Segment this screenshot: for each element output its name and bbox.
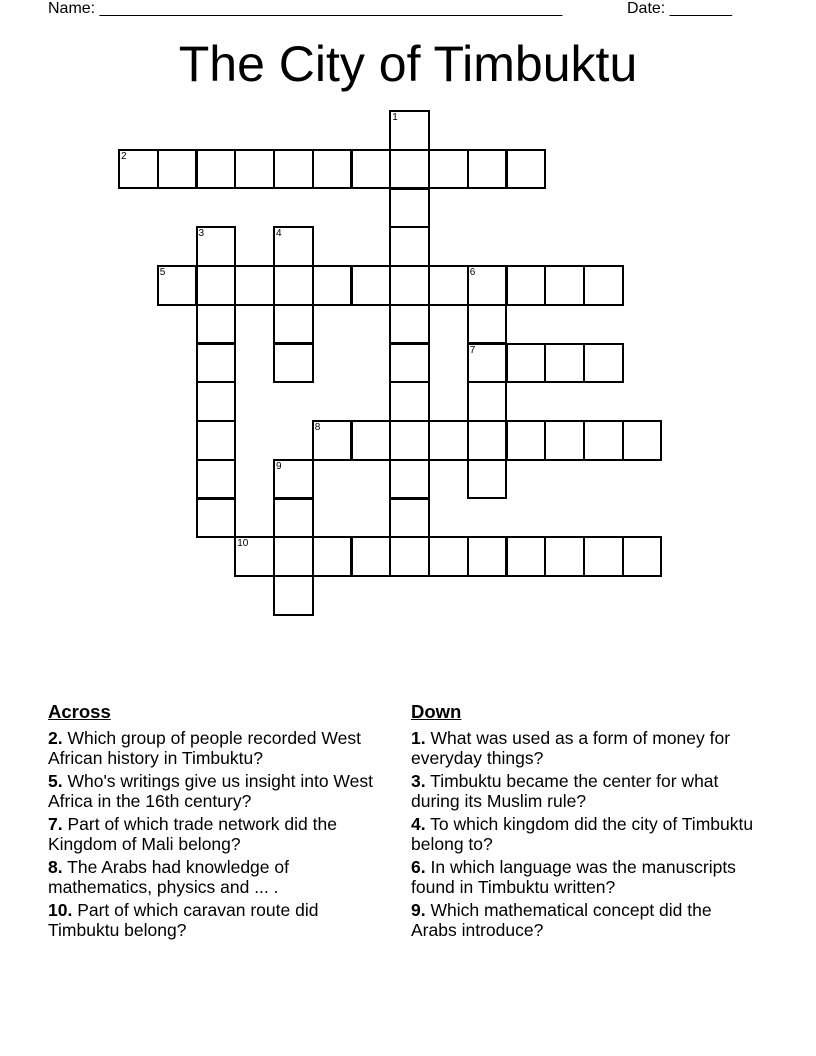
clue-down [411,814,756,854]
clue-text: The Arabs had knowledge of mathematics, physics and ... . [48,857,289,897]
grid-cell[interactable] [428,536,469,577]
grid-cell[interactable] [506,343,547,384]
grid-cell[interactable] [234,149,275,190]
grid-cell[interactable] [389,188,430,229]
grid-cell[interactable] [583,343,624,384]
grid-cell[interactable] [506,536,547,577]
grid-cell[interactable] [273,459,314,500]
down-clues [411,702,756,943]
clue-text: Timbuktu became the center for what during its Muslim rule? [411,771,719,811]
clue-text: What was used as a form of money for everyday things? [411,728,731,768]
clue-across [48,728,393,768]
grid-cell[interactable] [196,381,237,422]
grid-cell[interactable] [506,420,547,461]
grid-cell[interactable] [389,149,430,190]
clue-text: Part of which trade network did the Kingdom of Mali belong? [48,814,337,854]
grid-cell[interactable] [389,498,430,539]
grid-cell[interactable] [312,149,353,190]
grid-cell[interactable] [389,265,430,306]
grid-cell[interactable] [544,265,585,306]
grid-cell[interactable] [312,536,353,577]
grid-cell[interactable] [467,381,508,422]
clue-across [48,771,393,811]
clue-across [48,857,393,897]
grid-cell[interactable] [351,420,392,461]
clue-text: To which kingdom did the city of Timbuktu belong to? [411,814,754,854]
grid-cell[interactable] [273,304,314,345]
clue-number-label: 8 [314,422,321,433]
grid-cell[interactable] [583,420,624,461]
grid-cell[interactable] [234,265,275,306]
clue-text: Part of which caravan route did Timbuktu belong? [48,900,319,940]
clue-number-label: 6 [469,267,476,278]
date-field[interactable]: Date: _______ [627,0,732,17]
clue-number: 9. [411,900,426,920]
grid-cell[interactable] [428,265,469,306]
grid-cell[interactable] [506,149,547,190]
clue-number-label: 2 [121,150,127,162]
grid-cell[interactable] [467,536,508,577]
grid-cell[interactable] [544,420,585,461]
grid-cell[interactable] [196,459,237,500]
grid-cell[interactable] [118,149,159,190]
grid-cell[interactable] [467,149,508,190]
name-field[interactable]: Name: ____________________________________________________ [48,0,563,17]
across-clues [48,702,393,943]
grid-cell[interactable] [196,265,237,306]
grid-cell[interactable] [544,343,585,384]
grid-cell[interactable] [196,343,237,384]
grid-cell[interactable] [583,536,624,577]
grid-cell[interactable] [389,304,430,345]
grid-cell[interactable] [157,265,198,306]
clue-across [48,814,393,854]
grid-cell[interactable] [389,110,430,151]
clue-down [411,771,756,811]
grid-cell[interactable] [389,381,430,422]
clue-number: 2. [48,728,63,748]
grid-cell[interactable] [506,265,547,306]
grid-cell[interactable] [389,420,430,461]
clue-number-label: 4 [276,228,282,240]
down-heading: Down [411,701,462,722]
grid-cell[interactable] [467,343,508,384]
grid-cell[interactable] [157,149,198,190]
grid-cell[interactable] [273,265,314,306]
grid-cell[interactable] [544,536,585,577]
grid-cell[interactable] [583,265,624,306]
across-heading: Across [48,701,111,722]
clue-number: 3. [411,771,426,791]
clue-down [411,857,756,897]
grid-cell[interactable] [428,420,469,461]
clue-text: In which language was the manuscripts found in Timbuktu written? [411,857,736,897]
grid-cell[interactable] [622,420,663,461]
grid-cell[interactable] [312,265,353,306]
clue-down [411,900,756,940]
grid-cell[interactable] [196,149,237,190]
grid-cell[interactable] [273,536,314,577]
clue-across [48,900,393,940]
grid-cell[interactable] [273,226,314,267]
clue-number-label: 7 [469,344,476,356]
grid-cell[interactable] [622,536,663,577]
grid-cell[interactable] [196,304,237,345]
grid-cell[interactable] [467,304,508,345]
clue-down [411,728,756,768]
grid-cell[interactable] [467,265,508,306]
clue-text: Which mathematical concept did the Arabs introduce? [411,900,712,940]
grid-cell[interactable] [312,420,353,461]
grid-cell[interactable] [234,536,275,577]
grid-cell[interactable] [196,420,237,461]
grid-cell[interactable] [428,149,469,190]
clue-number: 5. [48,771,63,791]
clue-number: 8. [48,857,63,877]
grid-cell[interactable] [389,536,430,577]
clue-number: 4. [411,814,426,834]
grid-cell[interactable] [467,459,508,500]
grid-cell[interactable] [196,498,237,539]
clue-number-label: 5 [159,267,166,278]
grid-cell[interactable] [351,536,392,577]
grid-cell[interactable] [389,459,430,500]
clue-text: Which group of people recorded West African history in Timbuktu? [48,728,361,768]
clue-text: Who's writings give us insight into West Africa in the 16th century? [48,771,373,811]
clue-number: 1. [411,728,426,748]
grid-cell[interactable] [351,149,392,190]
clue-number-label: 3 [198,228,205,240]
grid-cell[interactable] [196,226,237,267]
grid-cell[interactable] [389,343,430,384]
grid-cell[interactable] [273,575,314,616]
clue-number: 7. [48,814,63,834]
page-title: The City of Timbuktu [178,36,638,92]
grid-cell[interactable] [273,343,314,384]
grid-cell[interactable] [389,226,430,267]
grid-cell[interactable] [351,265,392,306]
clue-number: 6. [411,857,426,877]
clue-number-label: 10 [237,538,249,550]
grid-cell[interactable] [467,420,508,461]
grid-cell[interactable] [273,149,314,190]
clue-number-label: 1 [392,112,398,123]
clue-number: 10. [48,900,73,920]
clue-number-label: 9 [276,460,282,472]
grid-cell[interactable] [273,498,314,539]
